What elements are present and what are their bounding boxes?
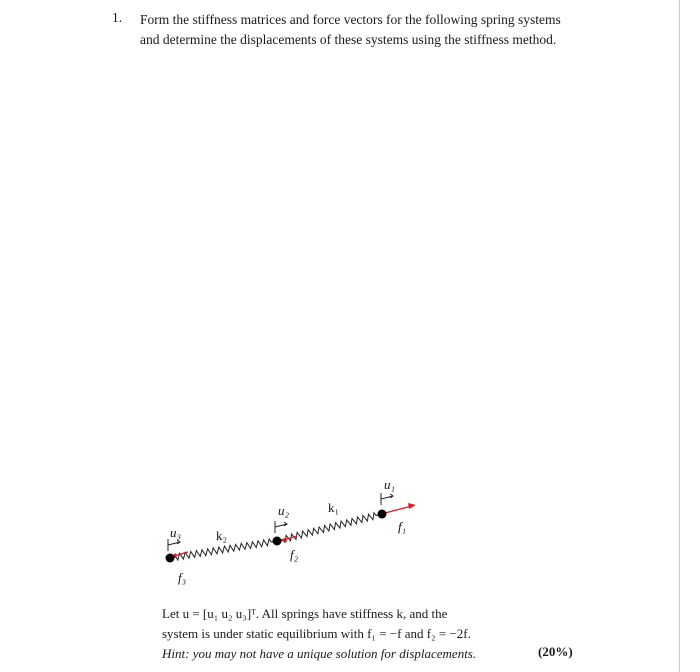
label-f2: f₂ (290, 547, 299, 562)
spring-system-figure (150, 465, 450, 595)
problem-statement (162, 604, 602, 664)
label-u3: u₃ (170, 525, 182, 540)
force-arrow-f2 (280, 536, 297, 542)
points-weight: (20%) (538, 644, 573, 659)
node-2 (273, 537, 282, 546)
question-line-2: and determine the displacements of these systems using the stiffness method. (140, 32, 557, 47)
question-text (140, 10, 600, 50)
label-u2: u₂ (278, 503, 290, 518)
statement-line-2: system is under static equilibrium with f₁ = −f and f₂ = −2f. (162, 626, 471, 641)
node-1 (378, 510, 387, 519)
force-arrow-f1 (385, 503, 416, 513)
spring-diagram (150, 465, 450, 595)
node-3 (166, 554, 175, 563)
question-line-1: Form the stiffness matrices and force vectors for the following spring systems (140, 12, 561, 27)
hint-text: Hint: you may not have a unique solution for displacements. (162, 646, 477, 661)
page-border (679, 0, 680, 672)
label-f3: f₃ (178, 570, 187, 585)
displacement-marker-u3 (168, 539, 180, 551)
displacement-marker-u1 (381, 493, 393, 505)
label-u1: u₁ (384, 477, 396, 492)
question-number: 1. (112, 10, 123, 25)
statement-line-1: Let u = [u₁ u₂ u₃]ᵀ. All springs have stiffness k, and the (162, 606, 448, 621)
label-f1: f₁ (398, 519, 407, 534)
displacement-marker-u2 (275, 521, 287, 533)
label-k1: k₁ (328, 500, 340, 515)
label-k2: k₂ (216, 528, 228, 543)
